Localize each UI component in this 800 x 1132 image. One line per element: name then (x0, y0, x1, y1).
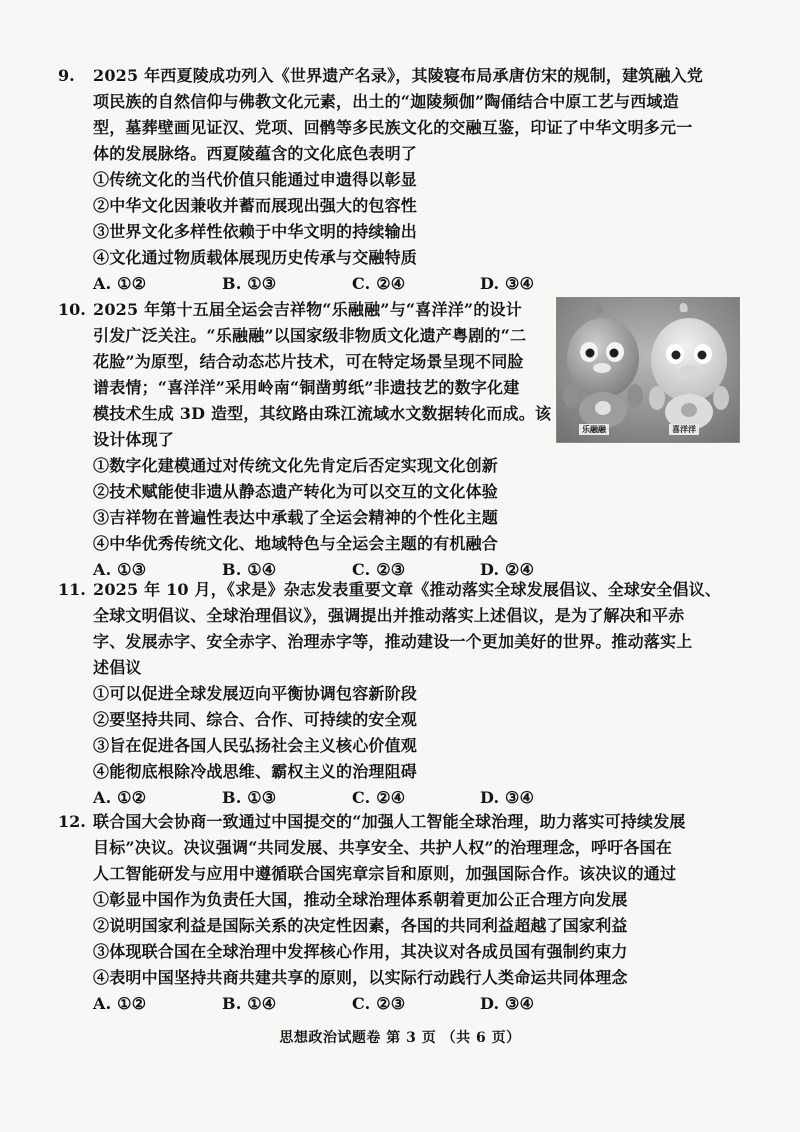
option-b[interactable]: B. ①④ (222, 994, 277, 1013)
statement-4: ④表明中国坚持共商共建共享的原则，以实际行动践行人类命运共同体理念 (93, 968, 628, 987)
question-text-line: 人工智能研发与应用中遵循联合国宪章宗旨和原则，加强国际合作。该决议的通过 (93, 864, 677, 883)
statement-1: ①彰显中国作为负责任大国，推动全球治理体系朝着更加公正合理方向发展 (93, 890, 628, 909)
page-footer: 思想政治试题卷 第 3 页 （共 6 页） (279, 1030, 521, 1046)
option-b[interactable]: B. ①③ (222, 788, 277, 807)
statement-2: ②中华文化因兼收并蓄而展现出强大的包容性 (93, 196, 418, 215)
question-text-line: 2025 年第十五届全运会吉祥物“乐融融”与“喜洋洋”的设计 (93, 300, 522, 319)
option-a[interactable]: A. ①② (93, 274, 147, 293)
question-text-line: 目标”决议。决议强调“共同发展、共享安全、共护人权”的治理理念，呼吁各国在 (93, 838, 673, 857)
option-d[interactable]: D. ③④ (480, 274, 535, 293)
mascot-caption-left: 乐融融 (579, 424, 609, 435)
statement-3: ③体现联合国在全球治理中发挥核心作用，其决议对各成员国有强制约束力 (93, 942, 628, 961)
statement-1: ①数字化建模通过对传统文化先肯定后否定实现文化创新 (93, 456, 499, 475)
option-a[interactable]: A. ①② (93, 994, 147, 1013)
question-text-line: 引发广泛关注。“乐融融”以国家级非物质文化遗产粤剧的“二 (93, 326, 527, 345)
question-text-line: 项民族的自然信仰与佛教文化元素，出土的“迦陵频伽”陶俑结合中原工艺与西域造 (93, 92, 679, 111)
option-b[interactable]: B. ①③ (222, 274, 277, 293)
statement-3: ③旨在促进各国人民弘扬社会主义核心价值观 (93, 736, 418, 755)
question-text-line: 述倡议 (93, 658, 142, 677)
question-text-line: 设计体现了 (93, 430, 175, 449)
option-c[interactable]: C. ②④ (352, 788, 406, 807)
question-text-line: 全球文明倡议、全球治理倡议》，强调提出并推动落实上述倡议，是为了解决和平赤 (93, 606, 685, 625)
statement-2: ②技术赋能使非遗从静态遗产转化为可以交互的文化体验 (93, 482, 499, 501)
question-number: 10. (58, 300, 86, 319)
question-number: 9. (58, 66, 75, 85)
statement-4: ④中华优秀传统文化、地域特色与全运会主题的有机融合 (93, 534, 499, 553)
mascot-image (556, 297, 740, 443)
statement-1: ①传统文化的当代价值只能通过申遗得以彰显 (93, 170, 418, 189)
statement-2: ②说明国家利益是国际关系的决定性因素，各国的共同利益超越了国家利益 (93, 916, 628, 935)
question-text-line: 2025 年西夏陵成功列入《世界遗产名录》，其陵寝布局承唐仿宋的规制，建筑融入党 (93, 66, 704, 85)
question-text-line: 模技术生成 3D 造型，其纹路由珠江流域水文数据转化而成。该 (93, 404, 552, 423)
mascot-caption-right: 喜洋洋 (669, 424, 699, 435)
question-text-line: 2025 年 10 月，《求是》杂志发表重要文章《推动落实全球发展倡议、全球安全倡议、 (93, 580, 722, 599)
option-d[interactable]: D. ②④ (480, 560, 535, 579)
option-d[interactable]: D. ③④ (480, 994, 535, 1013)
statement-3: ③吉祥物在普遍性表达中承载了全运会精神的个性化主题 (93, 508, 499, 527)
question-text-line: 联合国大会协商一致通过中国提交的“加强人工智能全球治理，助力落实可持续发展 (93, 812, 686, 831)
statement-1: ①可以促进全球发展迈向平衡协调包容新阶段 (93, 684, 418, 703)
question-number: 11. (58, 580, 86, 599)
option-c[interactable]: C. ②③ (352, 994, 406, 1013)
option-d[interactable]: D. ③④ (480, 788, 535, 807)
statement-4: ④能彻底根除冷战思维、霸权主义的治理阻碍 (93, 762, 418, 781)
option-c[interactable]: C. ②④ (352, 274, 406, 293)
mascot-illustration (557, 298, 739, 442)
option-b[interactable]: B. ①④ (222, 560, 277, 579)
question-text-line: 体的发展脉络。西夏陵蕴含的文化底色表明了 (93, 144, 418, 163)
statement-4: ④文化通过物质载体展现历史传承与交融特质 (93, 248, 418, 267)
question-text-line: 字、发展赤字、安全赤字、治理赤字等，推动建设一个更加美好的世界。推动落实上 (93, 632, 693, 651)
question-number: 12. (58, 812, 86, 831)
statement-3: ③世界文化多样性依赖于中华文明的持续输出 (93, 222, 418, 241)
option-a[interactable]: A. ①③ (93, 560, 147, 579)
option-a[interactable]: A. ①② (93, 788, 147, 807)
option-c[interactable]: C. ②③ (352, 560, 406, 579)
question-text-line: 花脸”为原型，结合动态芯片技术，可在特定场景呈现不同脸 (93, 352, 524, 371)
statement-2: ②要坚持共同、综合、合作、可持续的安全观 (93, 710, 418, 729)
question-text-line: 型，墓葬壁画见证汉、党项、回鹘等多民族文化的交融互鉴，印证了中华文明多元一 (93, 118, 693, 137)
question-text-line: 谱表情；“喜洋洋”采用岭南“铜凿剪纸”非遗技艺的数字化建 (93, 378, 520, 397)
